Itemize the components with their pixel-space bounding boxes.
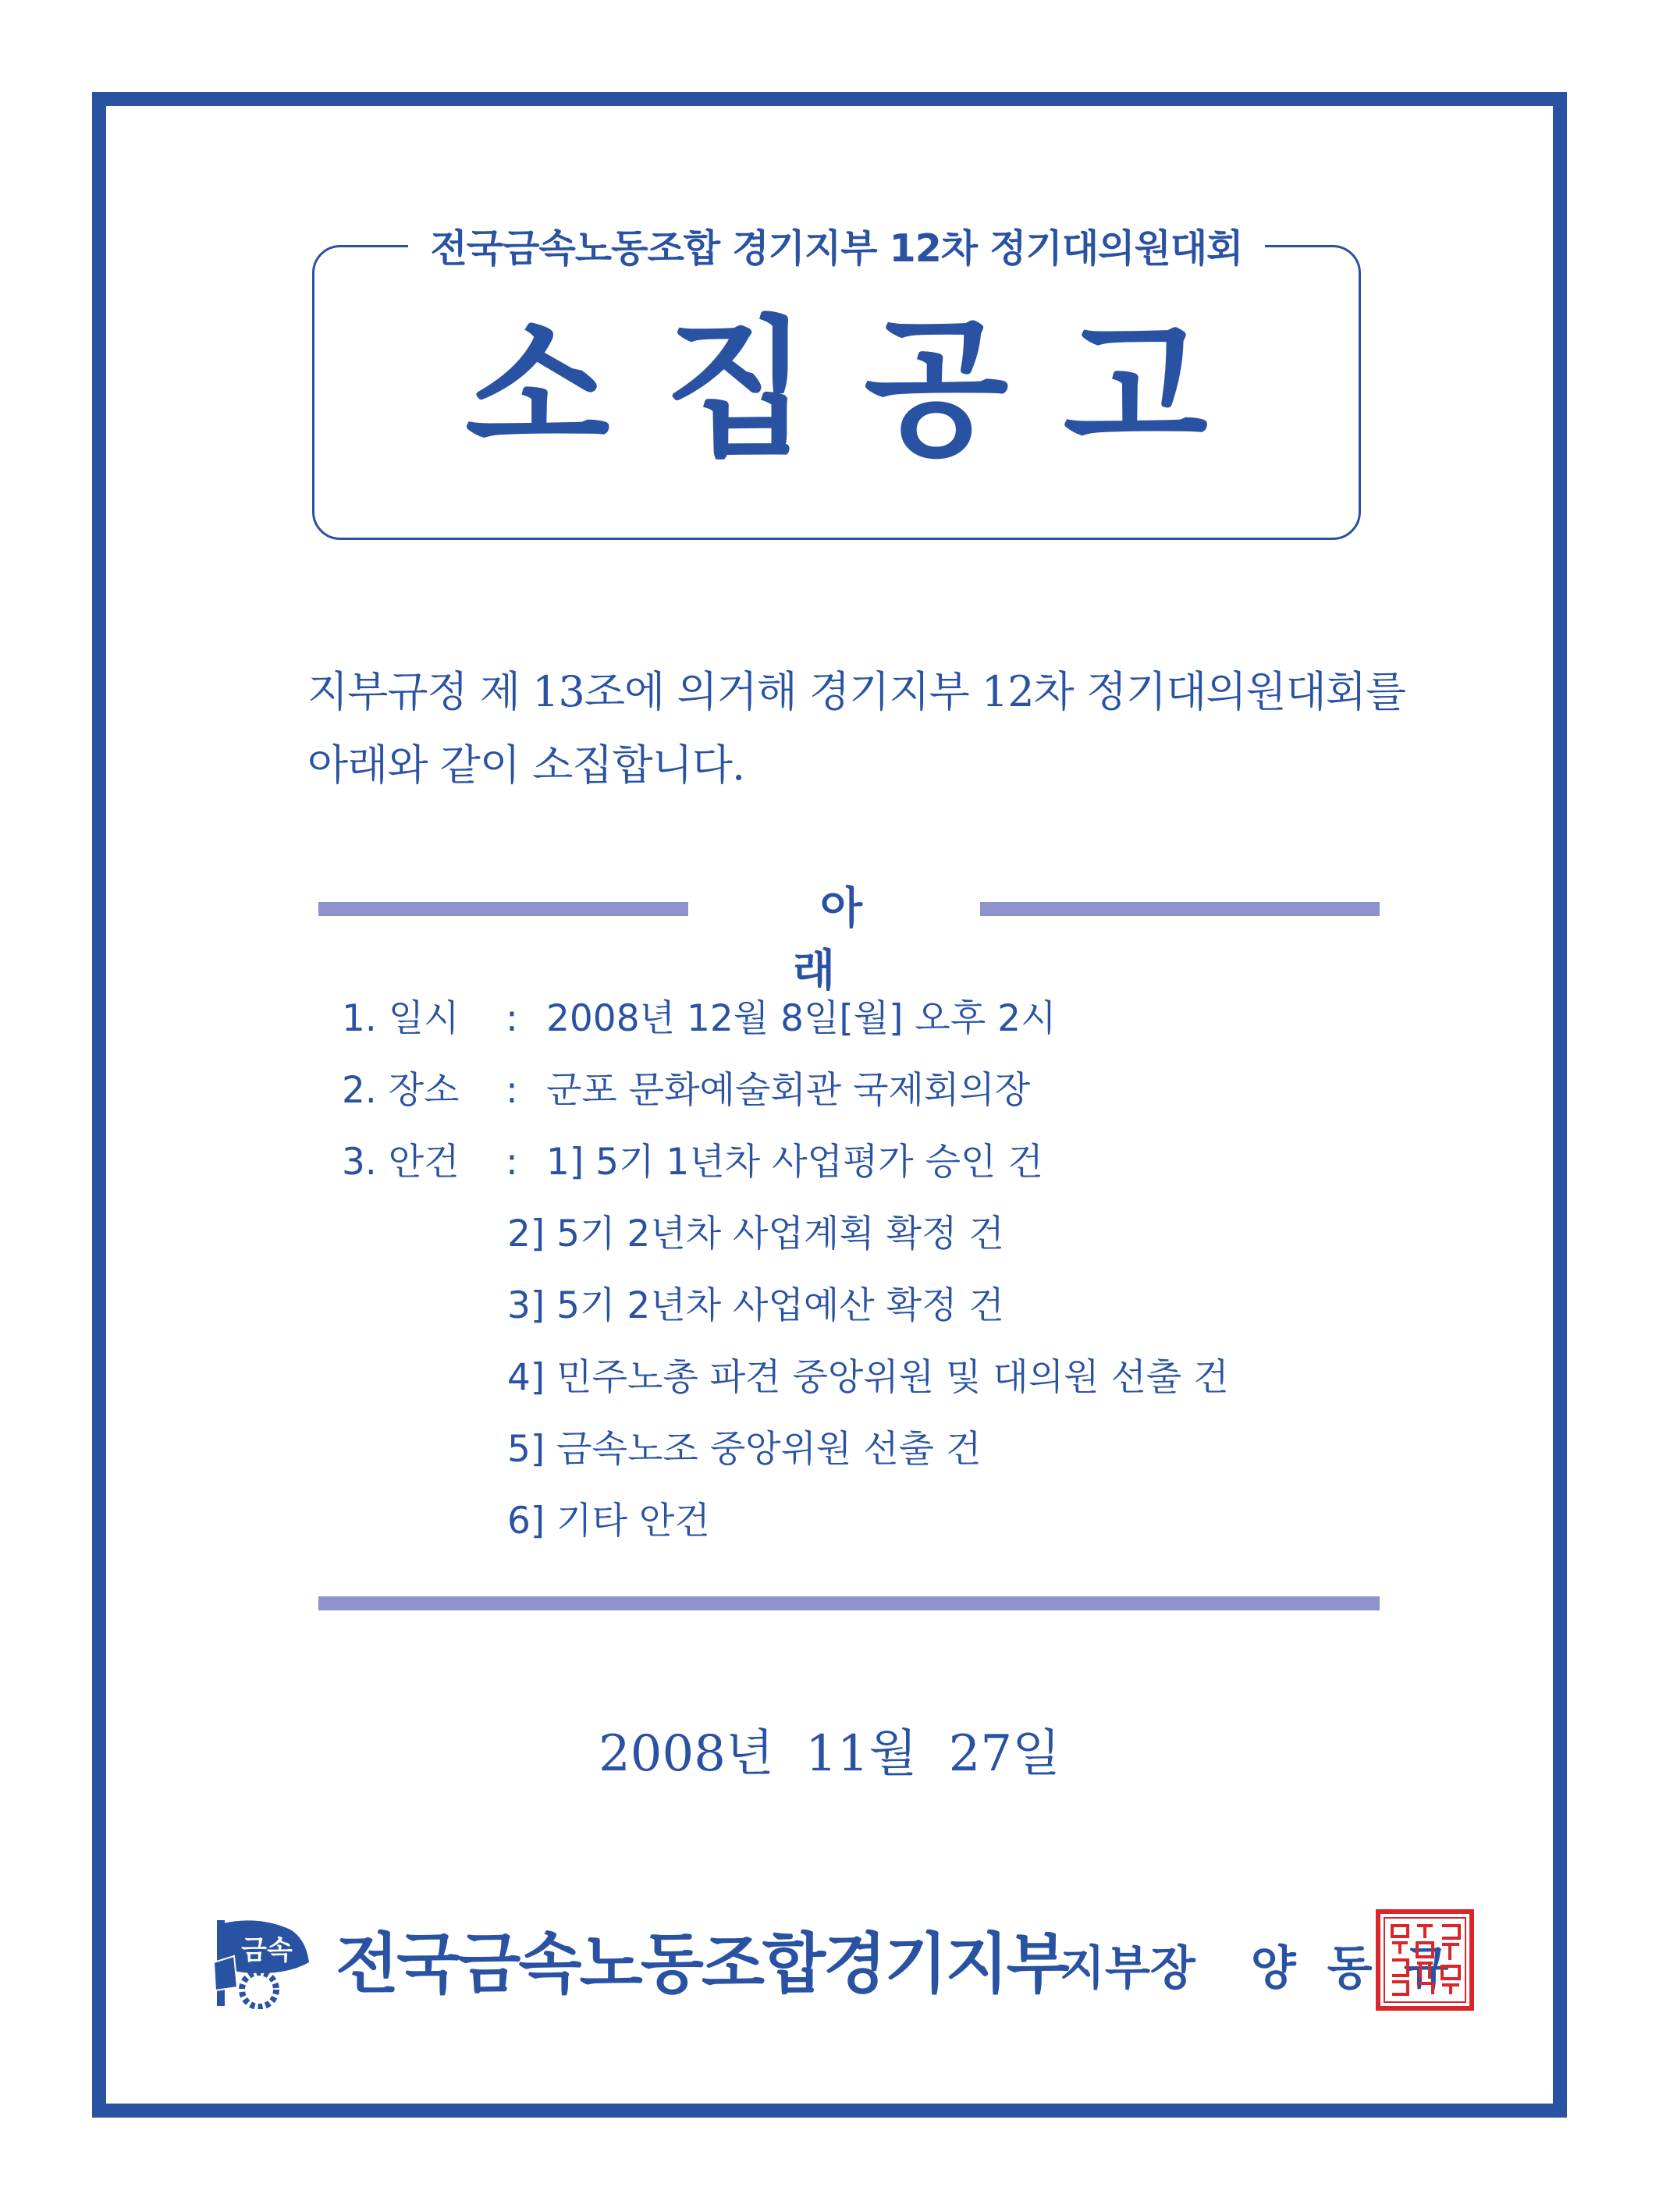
detail-colon: : — [506, 1069, 518, 1112]
detail-datetime — [342, 983, 1434, 1055]
notice-date: 2008년 11월 27일 — [599, 1725, 1060, 1783]
section-label: 아 래 — [792, 883, 918, 996]
notice-headline: 소집공고 — [465, 303, 1263, 477]
organization-name: 전국금속노동조합경기지부 — [336, 1926, 1068, 2002]
intro-line-2: 아래와 같이 소집합니다. — [307, 740, 745, 790]
detail-agenda — [342, 1127, 1434, 1198]
agenda-item: 6] 기타 안건 — [507, 1500, 710, 1543]
detail-value: 2008년 12월 8일[월] 오후 2시 — [546, 997, 1057, 1040]
section-rule-right — [980, 902, 1380, 916]
detail-place — [342, 1055, 1434, 1127]
union-logo-icon — [212, 1916, 314, 2009]
logo-text: 금속 — [241, 1935, 293, 1966]
agenda-item: 5] 금속노조 중앙위원 선출 건 — [507, 1428, 982, 1471]
details-list — [342, 983, 1434, 1557]
agenda-item: 4] 민주노총 파견 중앙위원 및 대의원 선출 건 — [507, 1356, 1229, 1399]
detail-value: 군포 문화예술회관 국제회의장 — [546, 1069, 1031, 1112]
detail-key: 2. 장소 — [342, 1069, 460, 1112]
chief-name: 양동규 — [1250, 1941, 1480, 1996]
detail-colon: : — [506, 1141, 518, 1184]
detail-key: 1. 일시 — [342, 997, 460, 1040]
section-rule-left — [318, 902, 688, 916]
chief-title: 지부장 — [1060, 1941, 1195, 1996]
intro-line-1: 지부규정 제 13조에 의거해 경기지부 12차 정기대의원대회를 — [307, 667, 1406, 716]
official-seal-stamp — [1375, 1908, 1475, 2011]
agenda-item: 2] 5기 2년차 사업계획 확정 건 — [507, 1213, 1004, 1255]
agenda-item: 3] 5기 2년차 사업예산 확정 건 — [507, 1284, 1004, 1327]
agenda-item: 1] 5기 1년차 사업평가 승인 건 — [546, 1141, 1043, 1184]
subtitle-container — [312, 218, 1361, 273]
intro-paragraph — [307, 655, 1406, 802]
detail-key: 3. 안건 — [342, 1141, 460, 1184]
bottom-rule — [318, 1596, 1380, 1610]
notice-subtitle: 전국금속노동조합 경기지부 12차 정기대의원대회 — [408, 218, 1264, 273]
detail-colon: : — [506, 997, 518, 1040]
